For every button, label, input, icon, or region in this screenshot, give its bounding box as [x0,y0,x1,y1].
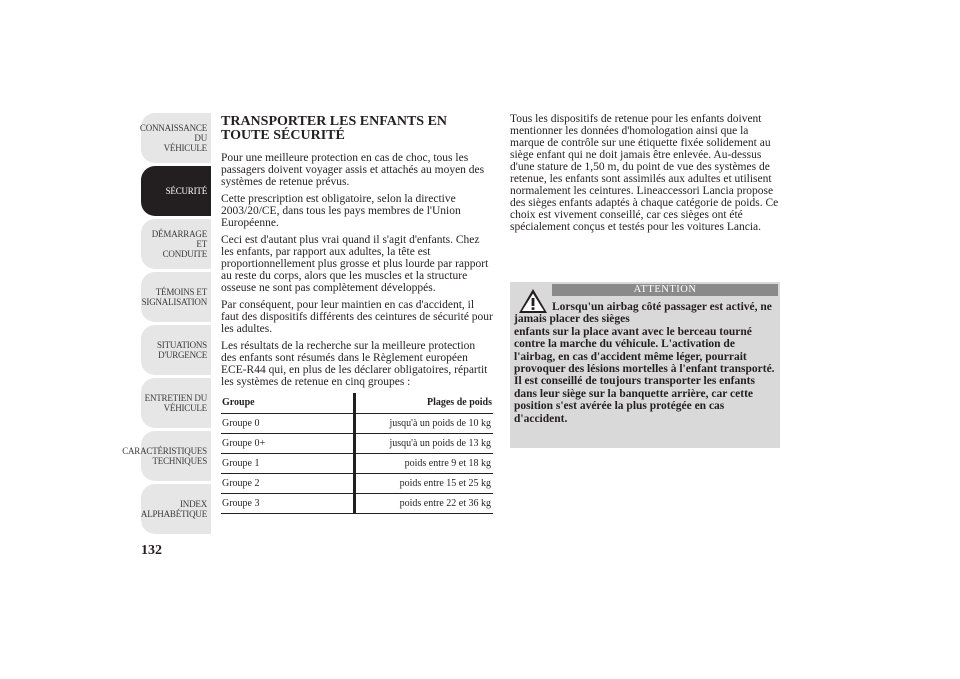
paragraph: Par conséquent, pour leur maintien en cas d'accident, il faut des dispositifs différents des ceintures de sécurité pour les adultes. [221,299,493,335]
tab-entretien-du-vehicule[interactable]: ENTRETIEN DU VÉHICULE [141,378,211,428]
tab-connaissance-du-vehicule[interactable]: CONNAISSANCE DU VÉHICULE [141,113,211,163]
tab-temoins-et-signalisation[interactable]: TÉMOINS ET SIGNALISATION [141,272,211,322]
group-cell: Groupe 2 [221,473,354,493]
paragraph: Les résultats de la recherche sur la meilleure protection des enfants sont résumés dans le Règlement européen ECE-R44 qui, en plus de les déclarer obligatoires, répartit les systèmes de retenue en cinq groupes : [221,340,488,388]
left-column [221,113,493,514]
chapter-sidebar [122,113,211,537]
table-row [221,473,493,493]
weight-cell: jusqu'à un poids de 10 kg [354,413,493,433]
warning-text-first: Lorsqu'un airbag côté passager est activé, ne jamais placer des sièges [514,301,772,326]
group-cell: Groupe 3 [221,493,354,513]
tab-securite[interactable]: SÉCURITÉ [141,166,211,216]
paragraph: Ceci est d'autant plus vrai quand il s'agit d'enfants. Chez les enfants, par rapport aux adultes, la tête est proportionnellement plus grosse et plus lourde par rapport au reste du corps, alors que les muscles et la structure osseuse ne sont pas complètement développés. [221,234,489,294]
tab-situations-d-urgence[interactable]: SITUATIONS D'URGENCE [141,325,211,375]
table-row [221,453,493,473]
section-title: TRANSPORTER LES ENFANTS EN TOUTE SÉCURITÉ [221,114,448,143]
warning-text [514,301,778,425]
table-row [221,433,493,453]
weight-cell: poids entre 9 et 18 kg [354,453,493,473]
tab-caracteristiques-techniques[interactable]: CARACTÉRISTIQUES TECHNIQUES [141,431,211,481]
group-cell: Groupe 0 [221,413,354,433]
weight-cell: poids entre 15 et 25 kg [354,473,493,493]
right-column [510,113,782,233]
column-header-group: Groupe [221,393,354,413]
group-cell: Groupe 1 [221,453,354,473]
column-header-weight: Plages de poids [354,393,493,413]
page-number: 132 [141,543,162,558]
paragraph: Pour une meilleure protection en cas de choc, tous les passagers doivent voyager assis et attachés au moyen des systèmes de retenue prévus. [221,152,485,188]
group-cell: Groupe 0+ [221,433,354,453]
warning-box [510,282,780,448]
tab-index-alphabetique[interactable]: INDEX ALPHABÉTIQUE [141,484,211,534]
weight-cell: jusqu'à un poids de 13 kg [354,433,493,453]
paragraph: Tous les dispositifs de retenue pour les enfants doivent mentionner les données d'homologation ainsi que la marque de contrôle sur une étiquette fixée solidement au siège enfant qui ne doit jamais être enlevée. Au-dessus d'une stature de 1,50 m, du point de vue des systèmes de retenue, les enfants sont assimilés aux adultes et utilisent normalement les ceintures. Lineaccessori Lancia propose des sièges enfants adaptés à chaque catégorie de poids. Ce choix est vivement conseillé, car ces sièges ont été spécialement conçus et testés pour les voitures Lancia. [510,113,779,233]
paragraph: Cette prescription est obligatoire, selon la directive 2003/20/CE, dans tous les pays membres de l'Union Européenne. [221,193,461,229]
warning-text-rest: enfants sur la place avant avec le berceau tourné contre la marche du véhicule. L'activation de l'airbag, en cas d'accident même léger, pourrait provoquer des lésions mortelles à l'enfant transporté. Il est conseillé de toujours transporter les enfants dans leur siège sur la banquette arrière, car cette position s'est avérée la plus protégée en cas d'accident. [514,325,775,425]
weight-cell: poids entre 22 et 36 kg [354,493,493,513]
weight-groups-table [221,393,493,514]
warning-heading: ATTENTION [552,284,778,296]
tab-demarrage-et-conduite[interactable]: DÉMARRAGE ET CONDUITE [141,219,211,269]
table-row [221,493,493,513]
table-row [221,413,493,433]
